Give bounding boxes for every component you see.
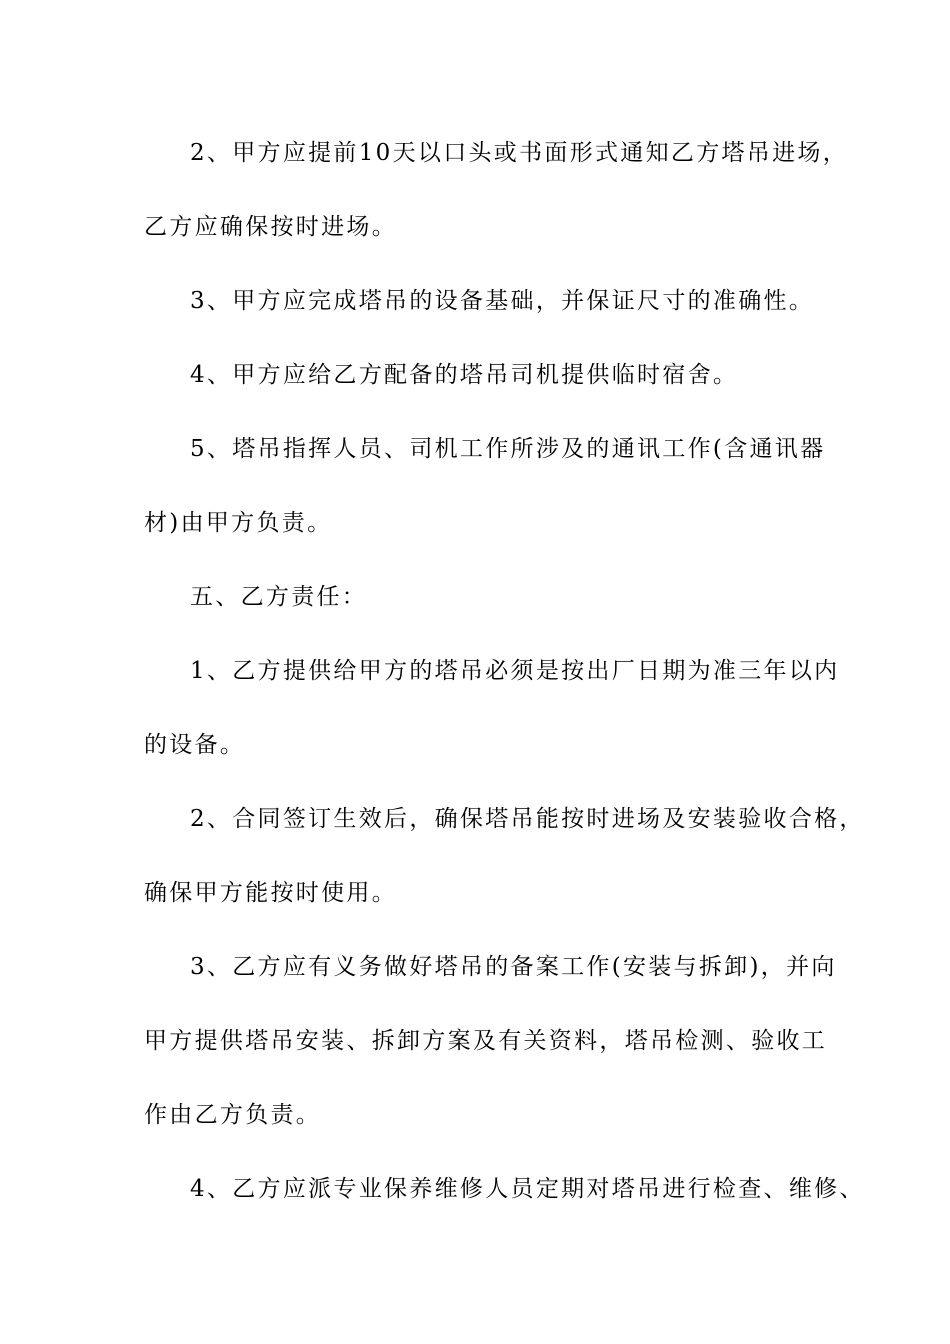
section-heading: 五、乙方责任： bbox=[190, 584, 368, 610]
paragraph-line: 3、乙方应有义务做好塔吊的备案工作(安装与拆卸)，并向 bbox=[190, 954, 837, 980]
paragraph-line: 材)由甲方负责。 bbox=[144, 510, 333, 536]
paragraph-line: 4、甲方应给乙方配备的塔吊司机提供临时宿舍。 bbox=[190, 362, 739, 388]
paragraph-line: 1、乙方提供给甲方的塔吊必须是按出厂日期为准三年以内 bbox=[190, 658, 840, 684]
paragraph-line: 作由乙方负责。 bbox=[144, 1102, 322, 1128]
paragraph-line: 2、甲方应提前10天以口头或书面形式通知乙方塔吊进场， bbox=[190, 140, 848, 166]
paragraph-line: 的设备。 bbox=[144, 732, 246, 758]
paragraph-line: 5、塔吊指挥人员、司机工作所涉及的通讯工作(含通讯器 bbox=[190, 436, 826, 462]
paragraph-line: 甲方提供塔吊安装、拆卸方案及有关资料，塔吊检测、验收工 bbox=[144, 1028, 828, 1054]
paragraph-line: 乙方应确保按时进场。 bbox=[144, 214, 397, 240]
paragraph-line: 3、甲方应完成塔吊的设备基础，并保证尺寸的准确性。 bbox=[190, 288, 815, 314]
paragraph-line: 确保甲方能按时使用。 bbox=[144, 880, 397, 906]
paragraph-line: 2、合同签订生效后，确保塔吊能按时进场及安装验收合格， bbox=[190, 806, 865, 832]
paragraph-line: 4、乙方应派专业保养维修人员定期对塔吊进行检查、维修、 bbox=[190, 1176, 865, 1202]
